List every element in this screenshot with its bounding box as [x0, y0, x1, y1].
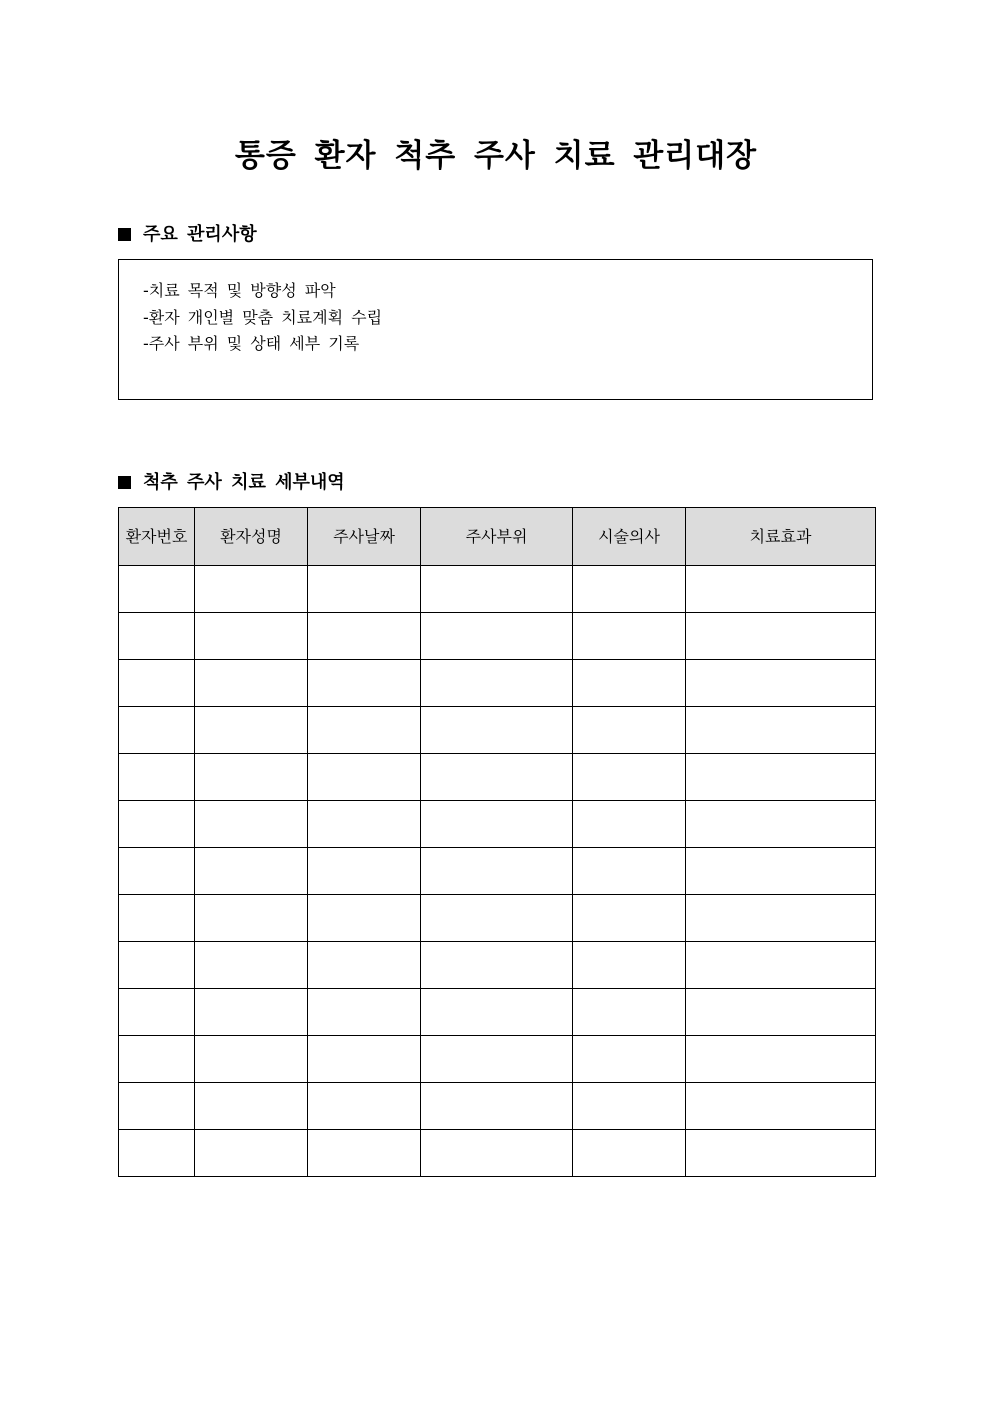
column-header-injection-site: 주사부위	[421, 508, 573, 566]
table-cell[interactable]	[119, 1083, 195, 1130]
table-cell[interactable]	[573, 942, 686, 989]
table-cell[interactable]	[195, 754, 308, 801]
table-cell[interactable]	[686, 801, 876, 848]
table-body	[119, 566, 876, 1177]
table-cell[interactable]	[195, 660, 308, 707]
column-header-physician: 시술의사	[573, 508, 686, 566]
table-cell[interactable]	[195, 613, 308, 660]
black-square-icon	[118, 228, 131, 241]
column-header-patient-name: 환자성명	[195, 508, 308, 566]
table-cell[interactable]	[421, 1036, 573, 1083]
table-cell[interactable]	[686, 660, 876, 707]
management-note-item: -치료 목적 및 방향성 파악	[143, 281, 336, 300]
table-cell[interactable]	[119, 660, 195, 707]
table-cell[interactable]	[573, 1130, 686, 1177]
table-cell[interactable]	[119, 754, 195, 801]
table-cell[interactable]	[573, 660, 686, 707]
table-cell[interactable]	[308, 566, 421, 613]
column-header-injection-date: 주사날짜	[308, 508, 421, 566]
table-cell[interactable]	[686, 848, 876, 895]
table-cell[interactable]	[421, 1130, 573, 1177]
table-cell[interactable]	[421, 613, 573, 660]
table-cell[interactable]	[686, 942, 876, 989]
management-notes-box	[118, 259, 873, 400]
table-cell[interactable]	[195, 895, 308, 942]
table-cell[interactable]	[421, 566, 573, 613]
table-cell[interactable]	[573, 989, 686, 1036]
table-row	[119, 989, 876, 1036]
table-cell[interactable]	[573, 613, 686, 660]
table-cell[interactable]	[308, 660, 421, 707]
table-cell[interactable]	[195, 848, 308, 895]
details-heading-text: 척추 주사 치료 세부내역	[143, 472, 345, 493]
table-row	[119, 707, 876, 754]
table-row	[119, 660, 876, 707]
treatment-details-table	[118, 507, 876, 1177]
table-cell[interactable]	[421, 989, 573, 1036]
table-cell[interactable]	[686, 566, 876, 613]
table-cell[interactable]	[308, 1130, 421, 1177]
table-cell[interactable]	[119, 989, 195, 1036]
table-cell[interactable]	[195, 707, 308, 754]
table-cell[interactable]	[119, 1130, 195, 1177]
table-cell[interactable]	[119, 613, 195, 660]
table-cell[interactable]	[573, 895, 686, 942]
table-cell[interactable]	[421, 895, 573, 942]
table-cell[interactable]	[573, 1083, 686, 1130]
table-cell[interactable]	[195, 1036, 308, 1083]
table-cell[interactable]	[308, 613, 421, 660]
table-cell[interactable]	[195, 566, 308, 613]
table-row	[119, 895, 876, 942]
details-section-heading	[118, 470, 345, 496]
management-note-item: -환자 개인별 맞춤 치료계획 수립	[143, 307, 383, 327]
table-cell[interactable]	[308, 707, 421, 754]
table-row	[119, 1130, 876, 1177]
table-cell[interactable]	[686, 1130, 876, 1177]
table-cell[interactable]	[686, 1036, 876, 1083]
table-row	[119, 801, 876, 848]
table-cell[interactable]	[308, 989, 421, 1036]
table-cell[interactable]	[308, 942, 421, 989]
table-row	[119, 942, 876, 989]
table-cell[interactable]	[308, 801, 421, 848]
table-cell[interactable]	[421, 754, 573, 801]
table-cell[interactable]	[119, 895, 195, 942]
table-cell[interactable]	[421, 942, 573, 989]
table-cell[interactable]	[119, 801, 195, 848]
table-cell[interactable]	[573, 801, 686, 848]
table-cell[interactable]	[308, 848, 421, 895]
table-cell[interactable]	[119, 566, 195, 613]
table-cell[interactable]	[195, 942, 308, 989]
management-heading-text: 주요 관리사항	[143, 224, 257, 245]
table-cell[interactable]	[195, 1130, 308, 1177]
table-cell[interactable]	[195, 801, 308, 848]
table-cell[interactable]	[308, 895, 421, 942]
table-cell[interactable]	[308, 1036, 421, 1083]
management-section-heading	[118, 222, 257, 248]
table-cell[interactable]	[686, 989, 876, 1036]
column-header-patient-number: 환자번호	[119, 508, 195, 566]
table-cell[interactable]	[573, 566, 686, 613]
page-title: 통증 환자 척추 주사 치료 관리대장	[234, 138, 758, 174]
table-row	[119, 613, 876, 660]
table-cell[interactable]	[573, 848, 686, 895]
black-square-icon	[118, 476, 131, 489]
management-note-item: -주사 부위 및 상태 세부 기록	[143, 334, 360, 353]
table-cell[interactable]	[421, 848, 573, 895]
table-row	[119, 1036, 876, 1083]
table-cell[interactable]	[573, 707, 686, 754]
table-cell[interactable]	[308, 1083, 421, 1130]
table-row	[119, 848, 876, 895]
table-cell[interactable]	[686, 754, 876, 801]
column-header-treatment-effect: 치료효과	[686, 508, 876, 566]
table-row	[119, 754, 876, 801]
table-cell[interactable]	[421, 801, 573, 848]
table-cell[interactable]	[573, 1036, 686, 1083]
table-cell[interactable]	[686, 895, 876, 942]
table-cell[interactable]	[421, 707, 573, 754]
table-cell[interactable]	[119, 942, 195, 989]
table-row	[119, 1083, 876, 1130]
table-cell[interactable]	[195, 1083, 308, 1130]
table-cell[interactable]	[686, 707, 876, 754]
table-header-row	[119, 508, 876, 566]
table-cell[interactable]	[686, 1083, 876, 1130]
table-cell[interactable]	[308, 754, 421, 801]
table-cell[interactable]	[573, 754, 686, 801]
table-cell[interactable]	[119, 707, 195, 754]
table-cell[interactable]	[421, 660, 573, 707]
table-row	[119, 566, 876, 613]
table-cell[interactable]	[119, 848, 195, 895]
table-cell[interactable]	[686, 613, 876, 660]
table-cell[interactable]	[119, 1036, 195, 1083]
table-cell[interactable]	[421, 1083, 573, 1130]
table-cell[interactable]	[195, 989, 308, 1036]
